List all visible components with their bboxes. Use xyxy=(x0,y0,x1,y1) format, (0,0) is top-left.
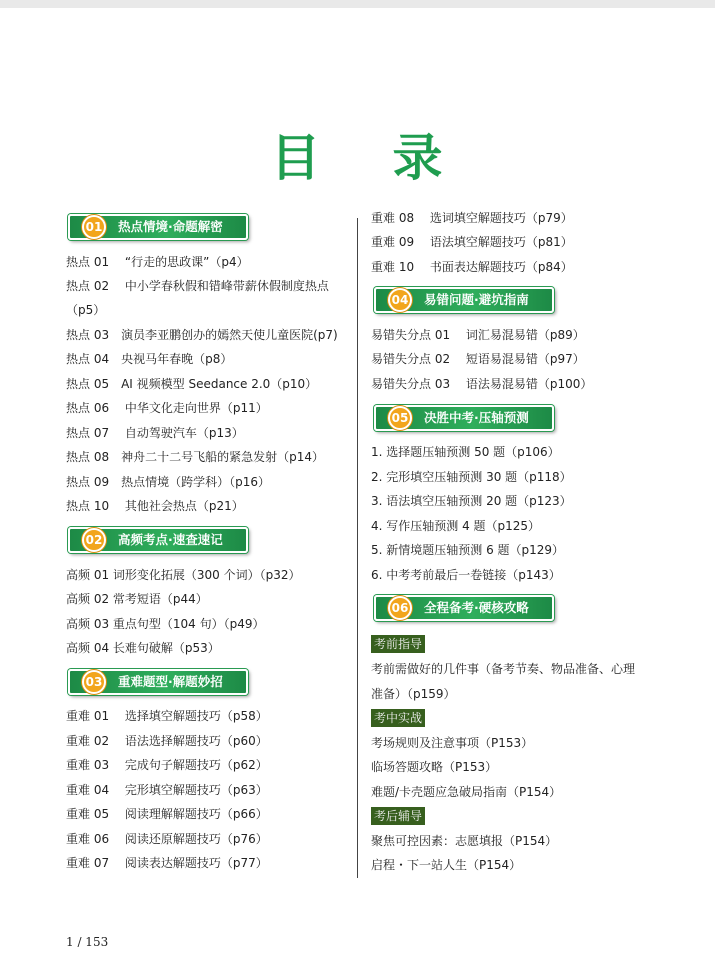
tag-pre-exam: 考前指导 xyxy=(371,635,425,653)
viewer-top-strip xyxy=(0,0,715,8)
toc-item-pred-1[interactable]: 1. 选择题压轴预测 50 题（p106） xyxy=(371,445,560,459)
toc-item-hard-04[interactable]: 重难 04 完形填空解题技巧（p63） xyxy=(66,783,268,797)
toc-item-hard-09[interactable]: 重难 09 语法填空解题技巧（p81） xyxy=(371,235,573,249)
toc-item-hard-01[interactable]: 重难 01 选择填空解题技巧（p58） xyxy=(66,709,268,723)
toc-item-exam-3[interactable]: 难题/卡壳题应急破局指南（P154） xyxy=(371,785,562,799)
toc-item-exam-1[interactable]: 考场规则及注意事项（P153） xyxy=(371,736,534,750)
section-number-badge: 05 xyxy=(388,406,412,430)
toc-item-hard-06[interactable]: 重难 06 阅读还原解题技巧（p76） xyxy=(66,832,268,846)
page-title xyxy=(0,118,715,190)
toc-item-err-03[interactable]: 易错失分点 03 语法易混易错（p100） xyxy=(371,377,593,391)
toc-item-hot-10[interactable]: 热点 10 其他社会热点（p21） xyxy=(66,499,244,513)
toc-item-guide-1[interactable]: 考前需做好的几件事（备考节奏、物品准备、心理 xyxy=(371,662,636,676)
toc-item-guide-1-cont[interactable]: 准备）（p159） xyxy=(371,687,456,701)
toc-item-pred-5[interactable]: 5. 新情境题压轴预测 6 题（p129） xyxy=(371,543,565,557)
toc-item-freq-04[interactable]: 高频 04 长难句破解（p53） xyxy=(66,641,220,655)
toc-item-err-02[interactable]: 易错失分点 02 短语易混易错（p97） xyxy=(371,352,585,366)
section-06-header xyxy=(374,595,554,621)
toc-item-hot-05[interactable]: 热点 05 AI 视频模型 Seedance 2.0（p10） xyxy=(66,377,318,391)
toc-item-after-2[interactable]: 启程・下一站人生（P154） xyxy=(371,858,522,872)
toc-item-hot-07[interactable]: 热点 07 自动驾驶汽车（p13） xyxy=(66,426,244,440)
section-number-badge: 03 xyxy=(82,670,106,694)
section-number-badge: 06 xyxy=(388,596,412,620)
section-04-header xyxy=(374,287,554,313)
toc-item-hard-08[interactable]: 重难 08 选词填空解题技巧（p79） xyxy=(371,211,573,225)
document-page xyxy=(0,8,715,953)
page-number: 1 / 153 xyxy=(66,935,109,949)
toc-item-after-1[interactable]: 聚焦可控因素：志愿填报（P154） xyxy=(371,834,558,848)
section-title: 全程备考·硬核攻略 xyxy=(424,600,529,615)
toc-item-hot-03[interactable]: 热点 03 演员李亚鹏创办的嫣然天使儿童医院(p7) xyxy=(66,328,338,342)
toc-item-pred-3[interactable]: 3. 语法填空压轴预测 20 题（p123） xyxy=(371,494,572,508)
section-05-header xyxy=(374,405,554,431)
toc-item-hot-06[interactable]: 热点 06 中华文化走向世界（p11） xyxy=(66,401,268,415)
toc-item-hot-08[interactable]: 热点 08 神舟二十二号飞船的紧急发射（p14） xyxy=(66,450,324,464)
section-number-badge: 01 xyxy=(82,215,106,239)
tag-in-exam: 考中实战 xyxy=(371,709,425,727)
column-divider xyxy=(357,218,358,878)
toc-item-exam-2[interactable]: 临场答题攻略（P153） xyxy=(371,760,498,774)
toc-item-hard-05[interactable]: 重难 05 阅读理解解题技巧（p66） xyxy=(66,807,268,821)
toc-item-freq-02[interactable]: 高频 02 常考短语（p44） xyxy=(66,592,208,606)
toc-item-pred-6[interactable]: 6. 中考考前最后一卷链接（p143） xyxy=(371,568,561,582)
section-title: 高频考点·速查速记 xyxy=(118,532,223,547)
section-number-badge: 02 xyxy=(82,528,106,552)
toc-item-hot-02[interactable]: 热点 02 中小学春秋假和错峰带薪休假制度热点 xyxy=(66,279,329,293)
section-title: 决胜中考·压轴预测 xyxy=(424,410,529,425)
toc-item-hot-04[interactable]: 热点 04 央视马年春晚（p8） xyxy=(66,352,233,366)
toc-item-pred-4[interactable]: 4. 写作压轴预测 4 题（p125） xyxy=(371,519,541,533)
tag-post-exam: 考后辅导 xyxy=(371,807,425,825)
toc-item-hard-10[interactable]: 重难 10 书面表达解题技巧（p84） xyxy=(371,260,573,274)
title-char-2: 录 xyxy=(392,129,445,187)
toc-item-freq-01[interactable]: 高频 01 词形变化拓展（300 个词）（p32） xyxy=(66,568,301,582)
section-number-badge: 04 xyxy=(388,288,412,312)
section-03-header xyxy=(68,669,248,695)
toc-item-err-01[interactable]: 易错失分点 01 词汇易混易错（p89） xyxy=(371,328,585,342)
toc-item-hot-09[interactable]: 热点 09 热点情境（跨学科）（p16） xyxy=(66,475,270,489)
toc-item-hard-03[interactable]: 重难 03 完成句子解题技巧（p62） xyxy=(66,758,268,772)
toc-item-pred-2[interactable]: 2. 完形填空压轴预测 30 题（p118） xyxy=(371,470,572,484)
toc-item-hard-07[interactable]: 重难 07 阅读表达解题技巧（p77） xyxy=(66,856,268,870)
section-title: 重难题型·解题妙招 xyxy=(118,674,223,689)
section-01-header xyxy=(68,214,248,240)
toc-item-hot-01[interactable]: 热点 01 “行走的思政课”（p4） xyxy=(66,255,249,269)
section-title: 易错问题·避坑指南 xyxy=(424,292,529,307)
toc-item-hard-02[interactable]: 重难 02 语法选择解题技巧（p60） xyxy=(66,734,268,748)
toc-item-freq-03[interactable]: 高频 03 重点句型（104 句）（p49） xyxy=(66,617,265,631)
section-02-header xyxy=(68,527,248,553)
section-title: 热点情境·命题解密 xyxy=(118,219,223,234)
title-char-1: 目 xyxy=(270,129,323,187)
toc-item-hot-02-page[interactable]: （p5） xyxy=(66,303,106,317)
